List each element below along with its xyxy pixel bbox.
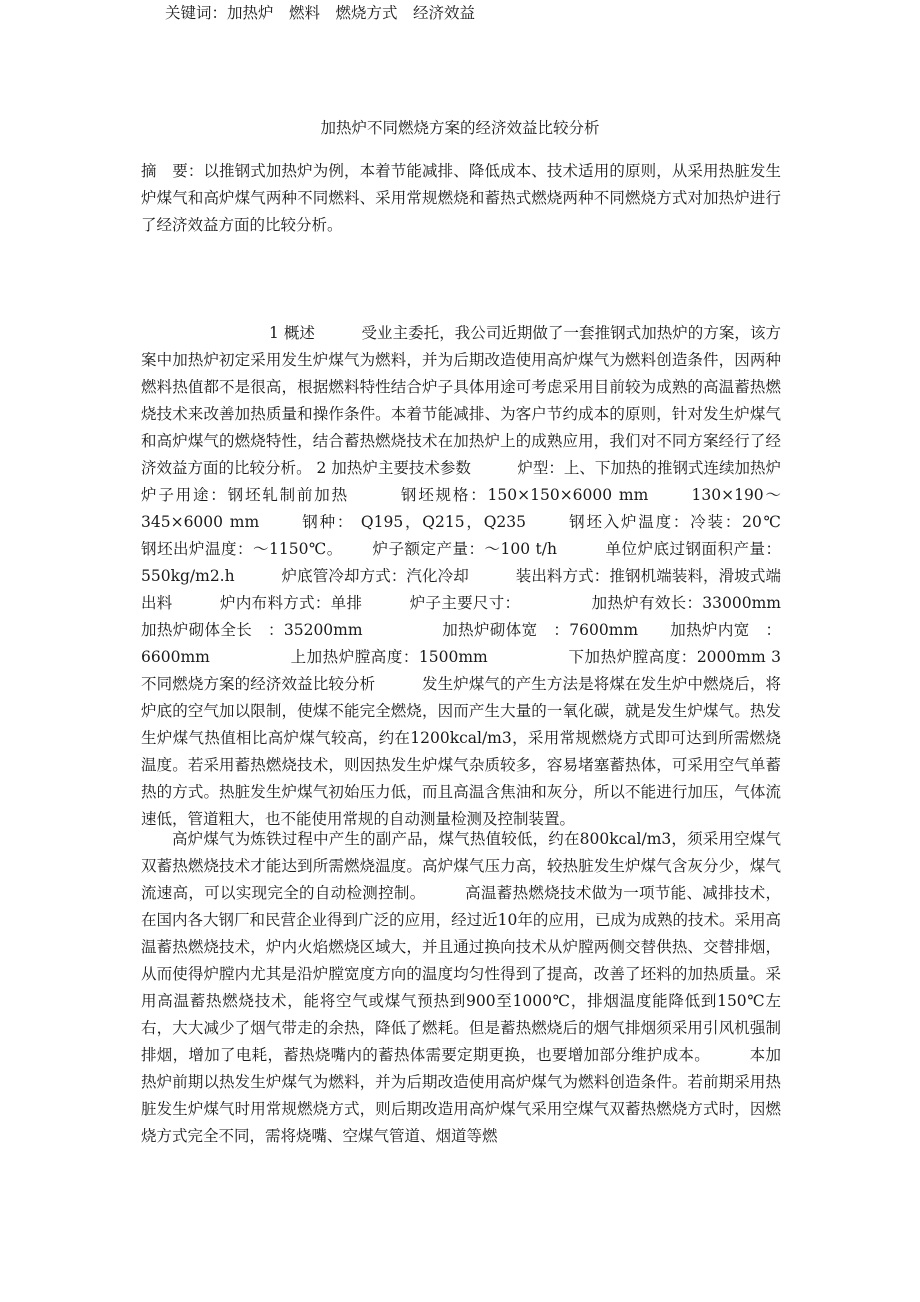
abstract-paragraph: 摘 要：以推钢式加热炉为例，本着节能减排、降低成本、技术适用的原则，从采用热脏发生炉煤气和高炉煤气两种不同燃料、采用常规燃烧和蓄热式燃烧两种不同燃烧方式对加热炉进行了经济效益方面的比较分析。 xyxy=(141,162,781,234)
document-title: 加热炉不同燃烧方案的经济效益比较分析 xyxy=(320,119,600,137)
body-paragraph-1: 1 概述 受业主委托，我公司近期做了一套推钢式加热炉的方案，该方案中加热炉初定采用发生炉煤气为燃料，并为后期改造使用高炉煤气为燃料创造条件，因两种燃料热值都不是很高，根据燃料特性结合炉子具体用途可考虑采用目前较为成熟的高温蓄热燃烧技术来改善加热质量和操作条件。本着节能减排、为客户节约成本的原则，针对发生炉煤气和高炉煤气的燃烧特性，结合蓄热燃烧技术在加热炉上的成熟应用，我们对不同方案经行了经济效益方面的比较分析。 2 加热炉主要技术参数 炉型：上、下加热的推钢式连续加热炉 炉子用途：钢坯轧制前加热 钢坯规格：150×150×6000 mm 130×190～345×6000 mm 钢种： Q195，Q215，Q235 钢坯入炉温度：冷装：20℃ 钢坯出炉温度：～1150℃。 炉子额定产量：～100 t/h 单位炉底过钢面积产量：550kg/m2.h 炉底管冷却方式：汽化冷却 装出料方式：推钢机端装料，滑坡式端出料 炉内布料方式：单排 炉子主要尺寸： 加热炉有效长：33000mm 加热炉砌体全长 ：35200mm 加热炉砌体宽 ：7600mm 加热炉内宽 ：6600mm 上加热炉膛高度：1500mm 下加热炉膛高度：2000mm 3 不同燃烧方案的经济效益比较分析 发生炉煤气的产生方法是将煤在发生炉中燃烧后，将炉底的空气加以限制，使煤不能完全燃烧，因而产生大量的一氧化碳，就是发生炉煤气。热发生炉煤气热值相比高炉煤气较高，约在1200kcal/m3，采用常规燃烧方式即可达到所需燃烧温度。若采用蓄热燃烧技术，则因热发生炉煤气杂质较多，容易堵塞蓄热体，可采用空气单蓄热的方式。热脏发生炉煤气初始压力低，而且高温含焦油和灰分，所以不能进行加压，气体流速低，管道粗大，也不能使用常规的自动测量检测及控制装置。 xyxy=(141,324,859,828)
keywords-line: 关键词：加热炉 燃料 燃烧方式 经济效益 xyxy=(164,4,475,22)
body-paragraph-2: 高炉煤气为炼铁过程中产生的副产品，煤气热值较低，约在800kcal/m3，须采用空煤气双蓄热燃烧技术才能达到所需燃烧温度。高炉煤气压力高，较热脏发生炉煤气含灰分少，煤气流速高，可以实现完全的自动检测控制。 高温蓄热燃烧技术做为一项节能、减排技术，在国内各大钢厂和民营企业得到广泛的应用，经过近10年的应用，已成为成熟的技术。采用高温蓄热燃烧技术，炉内火焰燃烧区域大，并且通过换向技术从炉膛两侧交替供热、交替排烟，从而使得炉膛内尤其是沿炉膛宽度方向的温度均匀性得到了提高，改善了坯料的加热质量。采用高温蓄热燃烧技术，能将空气或煤气预热到900至1000℃，排烟温度能降低到150℃左右，大大减少了烟气带走的余热，降低了燃耗。但是蓄热燃烧后的烟气排烟须采用引风机强制排烟，增加了电耗，蓄热烧嘴内的蓄热体需要定期更换，也要增加部分维护成本。 本加热炉前期以热发生炉煤气为燃料，并为后期改造使用高炉煤气为燃料创造条件。若前期采用热脏发生炉煤气时用常规燃烧方式，则后期改造用高炉煤气采用空煤气双蓄热燃烧方式时，因燃烧方式完全不同，需将烧嘴、空煤气管道、烟道等燃 xyxy=(141,830,781,1145)
